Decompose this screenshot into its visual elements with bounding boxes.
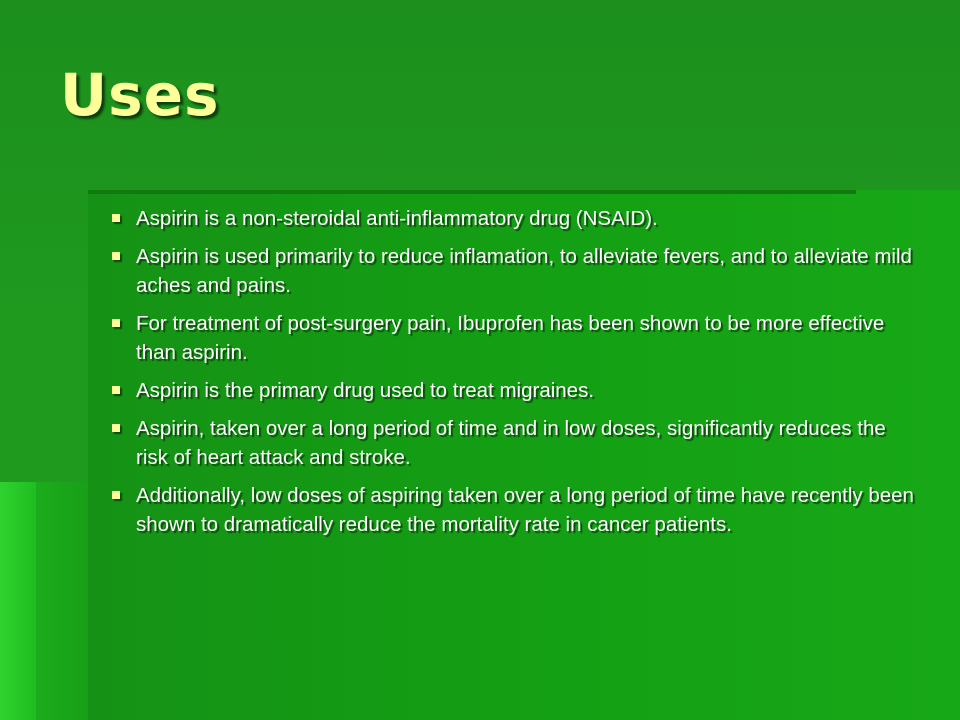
slide-title: Uses: [60, 61, 220, 129]
square-bullet-icon: [112, 252, 120, 260]
bullet-text: Aspirin is the primary drug used to treat migraines.: [136, 379, 595, 402]
square-bullet-icon: [112, 491, 120, 499]
square-bullet-icon: [112, 386, 120, 394]
list-item: [104, 309, 914, 367]
square-bullet-icon: [112, 319, 120, 327]
list-item: [104, 481, 914, 539]
list-item: [104, 376, 914, 405]
bullet-list: [104, 204, 914, 548]
panel-edge-divider: [88, 190, 856, 194]
background-strip: [0, 482, 36, 720]
bullet-text: Aspirin is used primarily to reduce inflamation, to alleviate fevers, and to alleviate mild aches and pains.: [136, 245, 912, 297]
bullet-text: For treatment of post-surgery pain, Ibuprofen has been shown to be more effective than aspirin.: [136, 312, 885, 364]
bullet-text: Additionally, low doses of aspiring taken over a long period of time have recently been shown to dramatically reduce the mortality rate in cancer patients.: [136, 484, 914, 536]
bullet-text: Aspirin, taken over a long period of time and in low doses, significantly reduces the risk of heart attack and stroke.: [136, 417, 886, 469]
square-bullet-icon: [112, 424, 120, 432]
background-strip: [36, 482, 88, 720]
bullet-text: Aspirin is a non-steroidal anti-inflammatory drug (NSAID).: [136, 207, 658, 230]
square-bullet-icon: [112, 214, 120, 222]
list-item: [104, 414, 914, 472]
list-item: [104, 242, 914, 300]
list-item: [104, 204, 914, 233]
